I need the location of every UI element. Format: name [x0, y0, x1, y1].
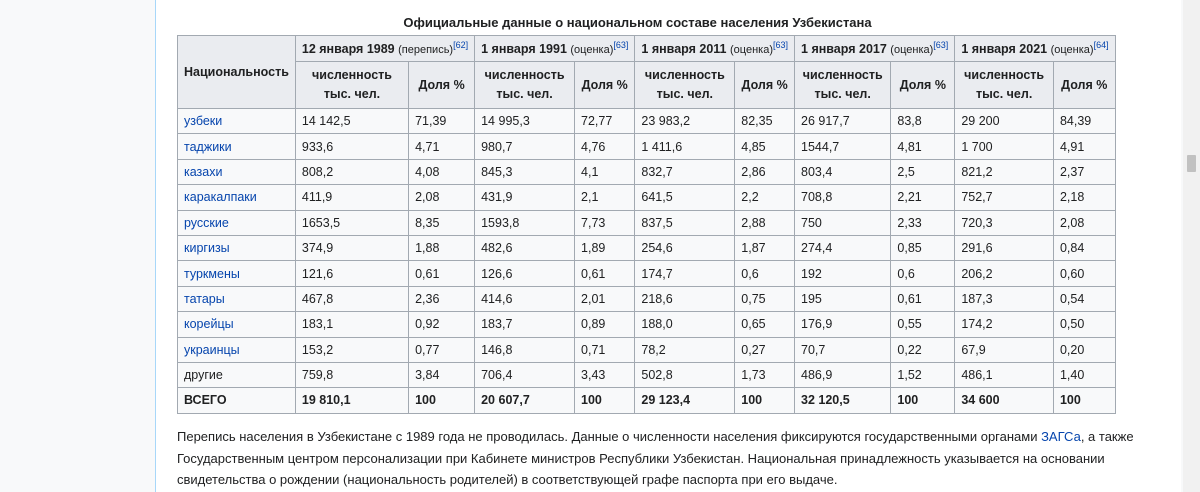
count-cell: 486,1 [955, 362, 1054, 387]
share-cell: 0,60 [1053, 261, 1115, 286]
share-cell: 1,87 [735, 235, 795, 260]
count-cell: 1544,7 [795, 134, 891, 159]
population-table [177, 35, 1116, 414]
nationality-link[interactable]: русские [184, 215, 229, 230]
share-cell: 100 [1053, 388, 1115, 413]
share-cell: 2,2 [735, 185, 795, 210]
count-cell: 431,9 [475, 185, 575, 210]
header-share: Доля % [575, 62, 635, 109]
share-cell: 1,88 [409, 235, 475, 260]
share-cell: 4,81 [891, 134, 955, 159]
count-cell: 70,7 [795, 337, 891, 362]
share-cell: 0,61 [409, 261, 475, 286]
header-count: численность тыс. чел. [955, 62, 1054, 109]
header-period: 12 января 1989 (перепись)[62] [295, 36, 474, 62]
share-cell: 4,1 [575, 159, 635, 184]
nationality-link[interactable]: татары [184, 291, 225, 306]
header-count: численность тыс. чел. [795, 62, 891, 109]
share-cell: 1,73 [735, 362, 795, 387]
count-cell: 218,6 [635, 286, 735, 311]
count-cell: 467,8 [295, 286, 408, 311]
footnote-paragraph: Перепись населения в Узбекистане с 1989 года не проводилась. Данные о численности населения фиксируются государственными органами ЗАГСа, а также Государственным центром персонализации при Кабинете министров Республики Узбекистан. Национальная принадлежность указывается на основании свидетельства о рождении (национальность родителей) в соответствующей графе паспорта при его выдаче. [177, 429, 1134, 487]
share-cell: 0,65 [735, 312, 795, 337]
count-cell: 187,3 [955, 286, 1054, 311]
count-cell: 486,9 [795, 362, 891, 387]
share-cell: 82,35 [735, 109, 795, 134]
count-cell: 808,2 [295, 159, 408, 184]
count-cell: 121,6 [295, 261, 408, 286]
nationality-link[interactable]: таджики [184, 139, 232, 154]
header-share: Доля % [735, 62, 795, 109]
nationality-cell [178, 159, 296, 184]
share-cell: 84,39 [1053, 109, 1115, 134]
count-cell: 195 [795, 286, 891, 311]
share-cell: 71,39 [409, 109, 475, 134]
share-cell: 4,91 [1053, 134, 1115, 159]
count-cell: 29 123,4 [635, 388, 735, 413]
count-cell: 414,6 [475, 286, 575, 311]
nationality-cell [178, 312, 296, 337]
share-cell: 72,77 [575, 109, 635, 134]
share-cell: 0,84 [1053, 235, 1115, 260]
count-cell: 174,7 [635, 261, 735, 286]
count-cell: 1653,5 [295, 210, 408, 235]
reference-link[interactable]: [64] [1093, 39, 1109, 50]
reference-link[interactable]: [63] [773, 39, 789, 50]
nationality-link[interactable]: туркмены [184, 266, 240, 281]
scrollbar[interactable] [1183, 0, 1200, 492]
nationality-cell [178, 337, 296, 362]
nationality-label: другие [184, 368, 223, 383]
count-cell: 502,8 [635, 362, 735, 387]
table-row [178, 134, 1116, 159]
count-cell: 174,2 [955, 312, 1054, 337]
header-period: 1 января 1991 (оценка)[63] [475, 36, 635, 62]
header-period: 1 января 2017 (оценка)[63] [795, 36, 955, 62]
reference-link[interactable]: [63] [613, 39, 629, 50]
table-row [178, 109, 1116, 134]
count-cell: 32 120,5 [795, 388, 891, 413]
share-cell: 8,35 [409, 210, 475, 235]
share-cell: 4,85 [735, 134, 795, 159]
nationality-link[interactable]: киргизы [184, 241, 230, 256]
share-cell: 2,33 [891, 210, 955, 235]
header-share: Доля % [1053, 62, 1115, 109]
count-cell: 192 [795, 261, 891, 286]
nationality-cell [178, 362, 296, 387]
header-period: 1 января 2011 (оценка)[63] [635, 36, 795, 62]
share-cell: 2,5 [891, 159, 955, 184]
count-cell: 274,4 [795, 235, 891, 260]
count-cell: 291,6 [955, 235, 1054, 260]
header-share: Доля % [409, 62, 475, 109]
share-cell: 0,22 [891, 337, 955, 362]
share-cell: 3,43 [575, 362, 635, 387]
share-cell: 0,6 [891, 261, 955, 286]
header-nationality: Национальность [178, 36, 296, 109]
nationality-link[interactable]: казахи [184, 164, 223, 179]
share-cell: 2,18 [1053, 185, 1115, 210]
count-cell: 411,9 [295, 185, 408, 210]
share-cell: 0,50 [1053, 312, 1115, 337]
count-cell: 126,6 [475, 261, 575, 286]
share-cell: 0,55 [891, 312, 955, 337]
share-cell: 100 [891, 388, 955, 413]
share-cell: 2,08 [1053, 210, 1115, 235]
share-cell: 0,54 [1053, 286, 1115, 311]
share-cell: 100 [575, 388, 635, 413]
count-cell: 750 [795, 210, 891, 235]
count-cell: 14 142,5 [295, 109, 408, 134]
share-cell: 0,61 [891, 286, 955, 311]
count-cell: 14 995,3 [475, 109, 575, 134]
count-cell: 183,7 [475, 312, 575, 337]
count-cell: 980,7 [475, 134, 575, 159]
table-row [178, 210, 1116, 235]
table-row [178, 185, 1116, 210]
nationality-cell [178, 261, 296, 286]
count-cell: 26 917,7 [795, 109, 891, 134]
nationality-label: ВСЕГО [184, 393, 227, 408]
table-row [178, 286, 1116, 311]
share-cell: 2,88 [735, 210, 795, 235]
nationality-cell [178, 388, 296, 413]
count-cell: 374,9 [295, 235, 408, 260]
share-cell: 4,71 [409, 134, 475, 159]
share-cell: 3,84 [409, 362, 475, 387]
nationality-cell [178, 134, 296, 159]
table-row [178, 261, 1116, 286]
count-cell: 706,4 [475, 362, 575, 387]
count-cell: 67,9 [955, 337, 1054, 362]
share-cell: 0,20 [1053, 337, 1115, 362]
zags-link[interactable]: ЗАГСа [1041, 429, 1081, 444]
nationality-link[interactable]: каракалпаки [184, 190, 257, 205]
nationality-cell [178, 210, 296, 235]
count-cell: 206,2 [955, 261, 1054, 286]
share-cell: 2,08 [409, 185, 475, 210]
share-cell: 7,73 [575, 210, 635, 235]
share-cell: 0,61 [575, 261, 635, 286]
share-cell: 0,75 [735, 286, 795, 311]
count-cell: 19 810,1 [295, 388, 408, 413]
count-cell: 720,3 [955, 210, 1054, 235]
table-caption: Официальные данные о национальном составе населения Узбекистана [403, 15, 872, 30]
nationality-cell [178, 185, 296, 210]
share-cell: 2,86 [735, 159, 795, 184]
share-cell: 0,92 [409, 312, 475, 337]
reference-link[interactable]: [63] [933, 39, 949, 50]
count-cell: 1 411,6 [635, 134, 735, 159]
share-cell: 0,85 [891, 235, 955, 260]
count-cell: 752,7 [955, 185, 1054, 210]
header-count: численность тыс. чел. [635, 62, 735, 109]
share-cell: 0,89 [575, 312, 635, 337]
share-cell: 1,40 [1053, 362, 1115, 387]
share-cell: 100 [735, 388, 795, 413]
share-cell: 2,01 [575, 286, 635, 311]
nationality-link[interactable]: узбеки [184, 114, 223, 129]
count-cell: 845,3 [475, 159, 575, 184]
nationality-cell [178, 235, 296, 260]
count-cell: 254,6 [635, 235, 735, 260]
share-cell: 1,89 [575, 235, 635, 260]
header-period: 1 января 2021 (оценка)[64] [955, 36, 1115, 62]
count-cell: 176,9 [795, 312, 891, 337]
total-row [178, 388, 1116, 413]
count-cell: 837,5 [635, 210, 735, 235]
table-row [178, 159, 1116, 184]
share-cell: 2,1 [575, 185, 635, 210]
nationality-cell [178, 109, 296, 134]
count-cell: 78,2 [635, 337, 735, 362]
count-cell: 34 600 [955, 388, 1054, 413]
share-cell: 1,52 [891, 362, 955, 387]
count-cell: 641,5 [635, 185, 735, 210]
share-cell: 0,6 [735, 261, 795, 286]
share-cell: 2,36 [409, 286, 475, 311]
count-cell: 153,2 [295, 337, 408, 362]
count-cell: 183,1 [295, 312, 408, 337]
share-cell: 4,76 [575, 134, 635, 159]
header-row-periods [178, 36, 1116, 62]
count-cell: 1593,8 [475, 210, 575, 235]
count-cell: 23 983,2 [635, 109, 735, 134]
share-cell: 0,27 [735, 337, 795, 362]
share-cell: 0,71 [575, 337, 635, 362]
count-cell: 188,0 [635, 312, 735, 337]
share-cell: 2,21 [891, 185, 955, 210]
share-cell: 4,08 [409, 159, 475, 184]
share-cell: 0,77 [409, 337, 475, 362]
header-share: Доля % [891, 62, 955, 109]
table-row [178, 362, 1116, 387]
count-cell: 759,8 [295, 362, 408, 387]
nationality-cell [178, 286, 296, 311]
count-cell: 803,4 [795, 159, 891, 184]
count-cell: 832,7 [635, 159, 735, 184]
share-cell: 83,8 [891, 109, 955, 134]
nationality-link[interactable]: корейцы [184, 317, 234, 332]
nationality-link[interactable]: украинцы [184, 342, 240, 357]
count-cell: 20 607,7 [475, 388, 575, 413]
count-cell: 1 700 [955, 134, 1054, 159]
scrollbar-thumb[interactable] [1187, 155, 1196, 172]
table-row [178, 235, 1116, 260]
share-cell: 2,37 [1053, 159, 1115, 184]
count-cell: 933,6 [295, 134, 408, 159]
table-row [178, 312, 1116, 337]
share-cell: 100 [409, 388, 475, 413]
count-cell: 708,8 [795, 185, 891, 210]
header-count: численность тыс. чел. [295, 62, 408, 109]
header-row-columns [178, 62, 1116, 109]
reference-link[interactable]: [62] [453, 39, 469, 50]
count-cell: 29 200 [955, 109, 1054, 134]
table-row [178, 337, 1116, 362]
count-cell: 482,6 [475, 235, 575, 260]
count-cell: 821,2 [955, 159, 1054, 184]
header-count: численность тыс. чел. [475, 62, 575, 109]
count-cell: 146,8 [475, 337, 575, 362]
